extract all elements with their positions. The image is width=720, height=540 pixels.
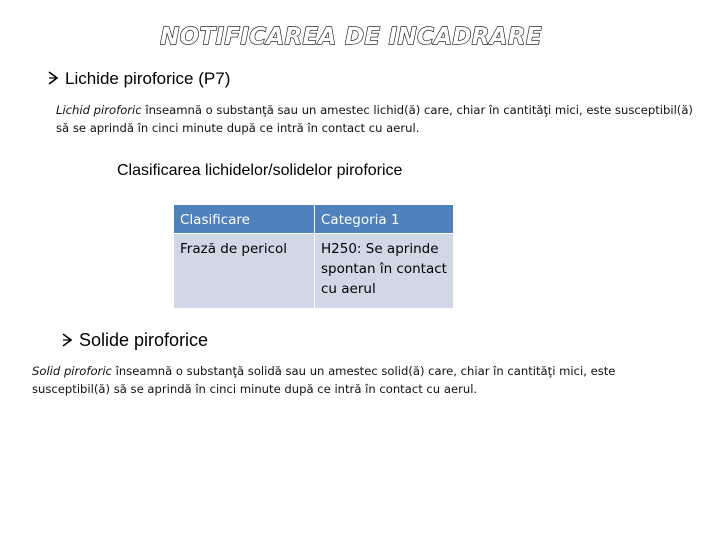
table-cell-value: H250: Se aprinde spontan în contact cu aerul (315, 234, 454, 309)
heading-solide-label: Solide piroforice (79, 330, 209, 350)
arrow-bullet-icon (47, 71, 59, 85)
page-title: NOTIFICAREA DE INCADRARE (160, 24, 542, 50)
definition-lichid-piroforic (56, 101, 696, 137)
definition-term: Solid piroforic (32, 364, 112, 378)
heading-solide-piroforice (61, 330, 208, 351)
classification-table (173, 204, 454, 309)
table-cell-value: Categoria 1 (315, 205, 454, 234)
definition-term: Lichid piroforic (56, 103, 142, 117)
heading-lichide-piroforice (47, 69, 230, 89)
table-caption: Clasificarea lichidelor/solidelor piroforice (117, 162, 403, 179)
heading-lichide-label: Lichide piroforice (P7) (65, 69, 231, 88)
definition-body: înseamnă o substanţă sau un amestec lichid(ă) care, chiar în cantităţi mici, este susceptibil(ă) să se aprindă în cinci minute după ce intră în contact cu aerul. (56, 103, 693, 135)
table-cell-label: Clasificare (174, 205, 315, 234)
table-cell-label: Frază de pericol (174, 234, 315, 309)
definition-body: înseamnă o substanţă solidă sau un amestec solid(ă) care, chiar în cantităţi mici, este susceptibil(ă) să se aprindă în cinci minute după ce intră în contact cu aerul. (32, 364, 616, 396)
arrow-bullet-icon (61, 333, 73, 347)
table-row (174, 234, 454, 309)
definition-solid-piroforic (32, 362, 692, 398)
table-row (174, 205, 454, 234)
